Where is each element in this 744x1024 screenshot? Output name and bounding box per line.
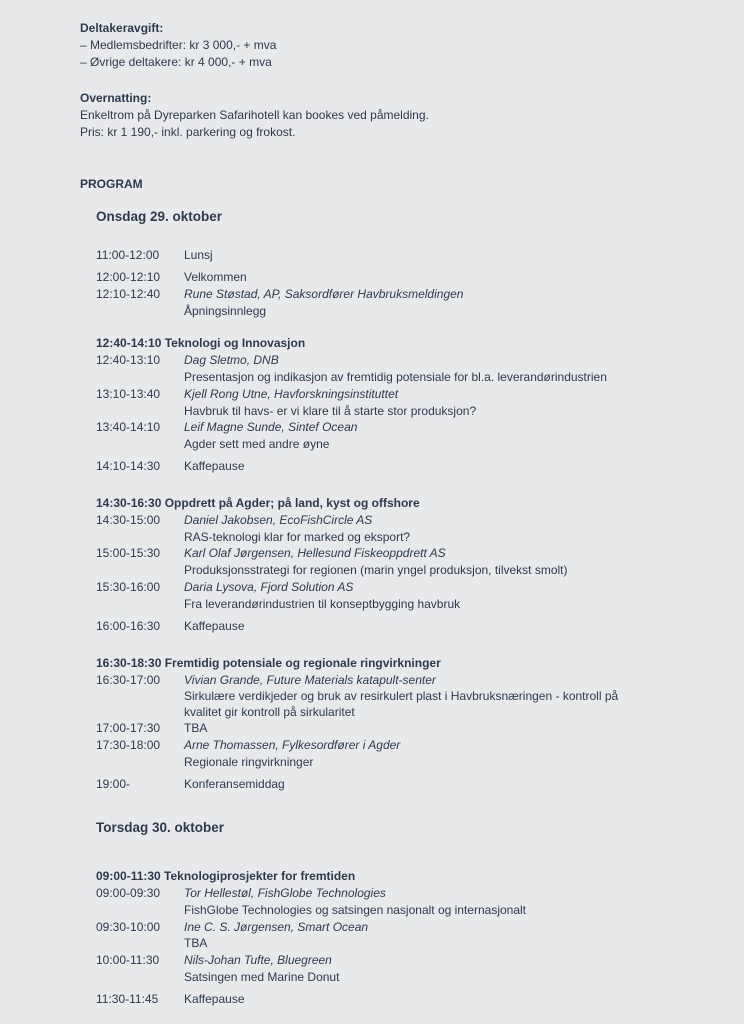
row-time: 14:30-15:00 [96,513,161,527]
row-speaker: Daniel Jakobsen, EcoFishCircle AS [184,513,373,527]
row-text: Kaffepause [184,459,245,473]
row-speaker: Nils-Johan Tufte, Bluegreen [184,953,332,967]
row-time: 12:00-12:10 [96,270,161,284]
row-speaker: Dag Sletmo, DNB [184,353,279,367]
row-time: 13:40-14:10 [96,420,161,434]
row-speaker: Karl Olaf Jørgensen, Hellesund Fiskeoppdrett AS [184,546,446,560]
row-text: Velkommen [184,270,247,284]
row-text: FishGlobe Technologies og satsingen nasjonalt og internasjonalt [184,903,527,917]
row-speaker: Kjell Rong Utne, Havforskningsinstituttet [184,387,399,401]
row-text: Havbruk til havs- er vi klare til å starte stor produksjon? [184,404,477,418]
lodging-heading: Overnatting: [80,91,152,105]
day-title-wednesday: Onsdag 29. oktober [96,209,223,224]
row-text: Sirkulære verdikjeder og bruk av resirkulert plast i Havbruksnæringen - kontroll på [184,689,619,703]
row-text: Satsingen med Marine Donut [184,970,340,984]
row-text: Produksjonsstrategi for regionen (marin yngel produksjon, tilvekst smolt) [184,563,568,577]
row-text: Agder sett med andre øyne [184,437,330,451]
row-speaker: Rune Støstad, AP, Saksordfører Havbruksmeldingen [184,287,464,301]
session-title: 14:30-16:30 Oppdrett på Agder; på land, kyst og offshore [96,496,420,510]
row-time: 09:00-09:30 [96,886,161,900]
row-text: RAS-teknologi klar for marked og eksport? [184,530,411,544]
row-time: 16:30-17:00 [96,673,161,687]
row-speaker: Ine C. S. Jørgensen, Smart Ocean [184,920,369,934]
lodging-line-price: Pris: kr 1 190,- inkl. parkering og frokost. [80,125,296,139]
row-text: Konferansemiddag [184,777,285,791]
row-time: 17:00-17:30 [96,721,161,735]
row-speaker: Arne Thomassen, Fylkesordfører i Agder [184,738,401,752]
row-time: 09:30-10:00 [96,920,161,934]
row-text: Kaffepause [184,992,245,1006]
fee-line-others: – Øvrige deltakere: kr 4 000,- + mva [80,55,272,69]
lodging-line-room: Enkeltrom på Dyreparken Safarihotell kan bookes ved påmelding. [80,108,429,122]
row-speaker: Leif Magne Sunde, Sintef Ocean [184,420,358,434]
fee-heading: Deltakeravgift: [80,21,164,35]
row-time: 11:00-12:00 [96,248,160,262]
row-text: Åpningsinnlegg [184,304,267,318]
row-text: Kaffepause [184,619,245,633]
row-text: Regionale ringvirkninger [184,755,314,769]
row-text: TBA [184,721,208,735]
row-time: 12:40-13:10 [96,353,161,367]
row-speaker: Tor Hellestøl, FishGlobe Technologies [184,886,386,900]
day-title-thursday: Torsdag 30. oktober [96,820,225,835]
row-text: TBA [184,936,208,950]
row-text-continued: kvalitet gir kontroll på sirkularitet [184,705,355,719]
row-time: 15:00-15:30 [96,546,161,560]
row-text: Presentasjon og indikasjon av fremtidig potensiale for bl.a. leverandørindustrien [184,370,607,384]
session-title: 16:30-18:30 Fremtidig potensiale og regionale ringvirkninger [96,656,441,670]
row-time: 16:00-16:30 [96,619,161,633]
row-time: 12:10-12:40 [96,287,161,301]
row-text: Fra leverandørindustrien til konseptbygging havbruk [184,597,461,611]
row-time: 10:00-11:30 [96,953,160,967]
row-time: 13:10-13:40 [96,387,161,401]
row-time: 14:10-14:30 [96,459,161,473]
row-time: 17:30-18:00 [96,738,161,752]
program-label: PROGRAM [80,177,143,191]
row-speaker: Daria Lysova, Fjord Solution AS [184,580,354,594]
fee-line-members: – Medlemsbedrifter: kr 3 000,- + mva [80,38,277,52]
row-time: 15:30-16:00 [96,580,161,594]
session-title: 09:00-11:30 Teknologiprosjekter for fremtiden [96,869,356,883]
row-time: 11:30-11:45 [96,992,159,1006]
row-speaker: Vivian Grande, Future Materials katapult-senter [184,673,436,687]
row-time: 19:00- [96,777,131,791]
row-text: Lunsj [184,248,213,262]
session-title: 12:40-14:10 Teknologi og Innovasjon [96,336,306,350]
